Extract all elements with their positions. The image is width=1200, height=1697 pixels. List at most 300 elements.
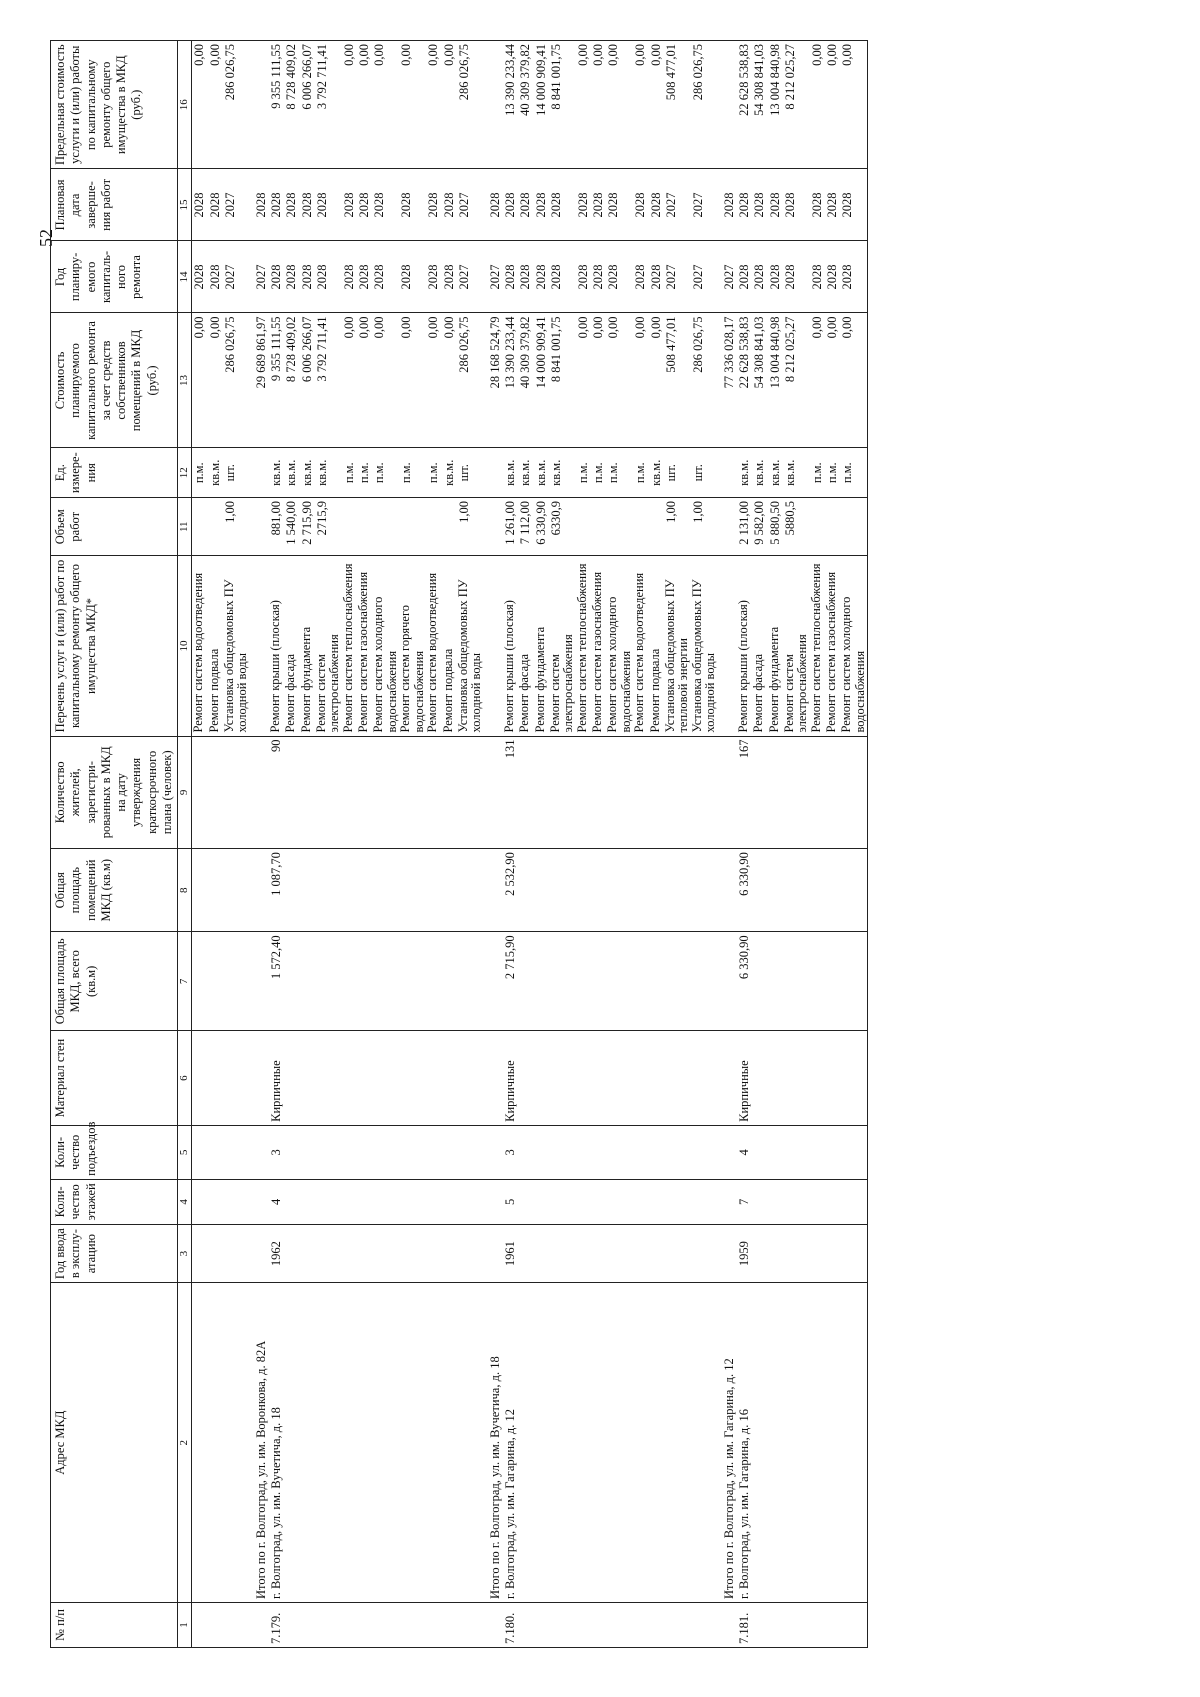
floors-cell: [250, 1179, 269, 1224]
volume-cell: 2 715,90: [300, 497, 315, 556]
row-number: [691, 1603, 718, 1648]
table-body: [192, 41, 868, 1648]
wall-material-cell: [752, 1031, 767, 1126]
end-date-cell: 2028: [576, 169, 591, 241]
total-area-cell: [442, 932, 457, 1031]
volume-cell: [484, 497, 503, 556]
limit-cost-cell: 9 355 111,55: [269, 41, 284, 169]
address-cell: [315, 1283, 342, 1603]
total-area-cell: [208, 932, 223, 1031]
repair-year-cell: 2028: [810, 241, 825, 313]
column-number: 16: [178, 41, 192, 169]
rooms-area-cell: [718, 849, 737, 932]
total-area-cell: [192, 932, 208, 1031]
volume-cell: [810, 497, 825, 556]
rooms-area-cell: [633, 849, 648, 932]
rooms-area-cell: [606, 849, 633, 932]
limit-cost-cell: 0,00: [208, 41, 223, 169]
rooms-area-cell: [518, 849, 533, 932]
address-cell: [810, 1283, 825, 1603]
cost-cell: 0,00: [840, 313, 868, 448]
row-number: [223, 1603, 250, 1648]
residents-cell: [534, 736, 549, 849]
total-area-cell: [484, 932, 503, 1031]
work-cell: Ремонт систем электроснабжения: [315, 556, 342, 736]
cost-cell: 0,00: [342, 313, 357, 448]
repair-year-cell: 2028: [534, 241, 549, 313]
residents-cell: [633, 736, 648, 849]
unit-cell: кв.м.: [534, 448, 549, 498]
row-number: [606, 1603, 633, 1648]
column-header: Объем работ: [51, 497, 178, 556]
column-header: Коли-чество этажей: [51, 1179, 178, 1224]
row-number: [399, 1603, 426, 1648]
end-date-cell: 2028: [752, 169, 767, 241]
floors-cell: 5: [503, 1179, 518, 1224]
row-number: [357, 1603, 372, 1648]
row-number: [576, 1603, 591, 1648]
row-number: 7.180.: [503, 1603, 518, 1648]
wall-material-cell: [426, 1031, 441, 1126]
floors-cell: [576, 1179, 591, 1224]
table-row: [342, 41, 357, 1648]
built-year-cell: [840, 1224, 868, 1283]
row-number: [840, 1603, 868, 1648]
floors-cell: [457, 1179, 484, 1224]
table-row: [649, 41, 664, 1648]
entrances-cell: [576, 1125, 591, 1179]
column-header: Год ввода в эксплу-атацию: [51, 1224, 178, 1283]
cost-cell: 77 336 028,17: [718, 313, 737, 448]
unit-cell: кв.м.: [768, 448, 783, 498]
volume-cell: [426, 497, 441, 556]
entrances-cell: [825, 1125, 840, 1179]
entrances-cell: [664, 1125, 691, 1179]
wall-material-cell: [250, 1031, 269, 1126]
repair-year-cell: 2028: [825, 241, 840, 313]
floors-cell: [825, 1179, 840, 1224]
work-cell: Установка общедомовых ПУ тепловой энергии: [664, 556, 691, 736]
work-cell: Установка общедомовых ПУ холодной воды: [457, 556, 484, 736]
work-cell: Ремонт систем теплоснабжения: [342, 556, 357, 736]
rooms-area-cell: [399, 849, 426, 932]
cost-cell: 0,00: [426, 313, 441, 448]
entrances-cell: [484, 1125, 503, 1179]
floors-cell: [223, 1179, 250, 1224]
cost-cell: 8 841 001,75: [549, 313, 576, 448]
repair-year-cell: 2028: [576, 241, 591, 313]
rooms-area-cell: [576, 849, 591, 932]
unit-cell: [718, 448, 737, 498]
residents-cell: [250, 736, 269, 849]
table-row: [518, 41, 533, 1648]
entrances-cell: [810, 1125, 825, 1179]
end-date-cell: 2028: [606, 169, 633, 241]
row-number: [649, 1603, 664, 1648]
table-row: [399, 41, 426, 1648]
table-row: [284, 41, 299, 1648]
floors-cell: [284, 1179, 299, 1224]
residents-cell: [664, 736, 691, 849]
repair-year-cell: 2028: [315, 241, 342, 313]
end-date-cell: 2028: [718, 169, 737, 241]
floors-cell: [752, 1179, 767, 1224]
total-area-cell: [315, 932, 342, 1031]
wall-material-cell: Кирпичные: [269, 1031, 284, 1126]
floors-cell: [372, 1179, 399, 1224]
wall-material-cell: [606, 1031, 633, 1126]
wall-material-cell: [691, 1031, 718, 1126]
repair-year-cell: 2028: [269, 241, 284, 313]
limit-cost-cell: 0,00: [840, 41, 868, 169]
limit-cost-cell: 8 841 001,75: [549, 41, 576, 169]
built-year-cell: 1959: [737, 1224, 752, 1283]
unit-cell: п.м.: [825, 448, 840, 498]
address-cell: [192, 1283, 208, 1603]
work-cell: Ремонт систем холодного водоснабжения: [840, 556, 868, 736]
cost-cell: 9 355 111,55: [269, 313, 284, 448]
limit-cost-cell: 286 026,75: [457, 41, 484, 169]
entrances-cell: [250, 1125, 269, 1179]
residents-cell: [342, 736, 357, 849]
total-area-cell: [357, 932, 372, 1031]
wall-material-cell: [768, 1031, 783, 1126]
work-cell: Ремонт фундамента: [534, 556, 549, 736]
address-cell: [518, 1283, 533, 1603]
end-date-cell: 2028: [633, 169, 648, 241]
wall-material-cell: [591, 1031, 606, 1126]
residents-cell: [752, 736, 767, 849]
cost-cell: 14 000 909,41: [534, 313, 549, 448]
table-row: [633, 41, 648, 1648]
column-header: Коли-чество подъездов: [51, 1125, 178, 1179]
column-header: Материал стен: [51, 1031, 178, 1126]
residents-cell: [357, 736, 372, 849]
wall-material-cell: [457, 1031, 484, 1126]
entrances-cell: [633, 1125, 648, 1179]
unit-cell: [484, 448, 503, 498]
built-year-cell: [649, 1224, 664, 1283]
built-year-cell: [591, 1224, 606, 1283]
end-date-cell: 2028: [372, 169, 399, 241]
built-year-cell: 1961: [503, 1224, 518, 1283]
total-row: [250, 41, 269, 1648]
work-cell: Ремонт систем холодного водоснабжения: [606, 556, 633, 736]
rooms-area-cell: [342, 849, 357, 932]
address-cell: [633, 1283, 648, 1603]
wall-material-cell: [783, 1031, 810, 1126]
end-date-cell: 2028: [250, 169, 269, 241]
capital-repair-table: [50, 40, 868, 1648]
cost-cell: 29 689 861,97: [250, 313, 269, 448]
work-cell: Ремонт фасада: [752, 556, 767, 736]
address-cell: [442, 1283, 457, 1603]
rooms-area-cell: [691, 849, 718, 932]
unit-cell: п.м.: [633, 448, 648, 498]
unit-cell: п.м.: [591, 448, 606, 498]
table-row: [549, 41, 576, 1648]
cost-cell: 286 026,75: [457, 313, 484, 448]
total-area-cell: [783, 932, 810, 1031]
rooms-area-cell: [840, 849, 868, 932]
end-date-cell: 2028: [484, 169, 503, 241]
residents-cell: [315, 736, 342, 849]
built-year-cell: [752, 1224, 767, 1283]
floors-cell: [649, 1179, 664, 1224]
residents-cell: 90: [269, 736, 284, 849]
wall-material-cell: [840, 1031, 868, 1126]
built-year-cell: [223, 1224, 250, 1283]
address-cell: [342, 1283, 357, 1603]
entrances-cell: [768, 1125, 783, 1179]
volume-cell: 2715,9: [315, 497, 342, 556]
limit-cost-cell: 6 006 266,07: [300, 41, 315, 169]
limit-cost-cell: 22 628 538,83: [737, 41, 752, 169]
limit-cost-cell: 3 792 711,41: [315, 41, 342, 169]
work-cell: [250, 556, 269, 736]
end-date-cell: 2028: [549, 169, 576, 241]
repair-year-cell: 2028: [518, 241, 533, 313]
address-cell: [426, 1283, 441, 1603]
address-cell: Итого по г. Волгоград, ул. им. Воронкова, д. 82А: [250, 1283, 269, 1603]
total-area-cell: 1 572,40: [269, 932, 284, 1031]
repair-year-cell: 2028: [342, 241, 357, 313]
row-number: [208, 1603, 223, 1648]
floors-cell: [534, 1179, 549, 1224]
residents-cell: [549, 736, 576, 849]
volume-cell: [840, 497, 868, 556]
rooms-area-cell: [664, 849, 691, 932]
volume-cell: [442, 497, 457, 556]
table-row: [768, 41, 783, 1648]
built-year-cell: [825, 1224, 840, 1283]
total-area-cell: [576, 932, 591, 1031]
floors-cell: [192, 1179, 208, 1224]
residents-cell: [300, 736, 315, 849]
volume-cell: [718, 497, 737, 556]
residents-cell: [606, 736, 633, 849]
total-area-cell: [399, 932, 426, 1031]
unit-cell: п.м.: [840, 448, 868, 498]
wall-material-cell: [399, 1031, 426, 1126]
residents-cell: [426, 736, 441, 849]
total-area-cell: [606, 932, 633, 1031]
floors-cell: [300, 1179, 315, 1224]
column-number: 8: [178, 849, 192, 932]
volume-cell: 5 880,50: [768, 497, 783, 556]
total-area-cell: [633, 932, 648, 1031]
column-number: 11: [178, 497, 192, 556]
total-row: [484, 41, 503, 1648]
row-number: [442, 1603, 457, 1648]
rooms-area-cell: [649, 849, 664, 932]
end-date-cell: 2028: [768, 169, 783, 241]
wall-material-cell: [342, 1031, 357, 1126]
rooms-area-cell: [534, 849, 549, 932]
floors-cell: [442, 1179, 457, 1224]
volume-cell: 1 261,00: [503, 497, 518, 556]
work-cell: Ремонт систем газоснабжения: [591, 556, 606, 736]
row-number: [300, 1603, 315, 1648]
cost-cell: 13 004 840,98: [768, 313, 783, 448]
column-header: № п/п: [51, 1603, 178, 1648]
work-cell: Ремонт систем водоотведения: [192, 556, 208, 736]
address-cell: [606, 1283, 633, 1603]
total-area-cell: [591, 932, 606, 1031]
wall-material-cell: Кирпичные: [737, 1031, 752, 1126]
column-number: 13: [178, 313, 192, 448]
residents-cell: [284, 736, 299, 849]
total-area-cell: [649, 932, 664, 1031]
rooms-area-cell: [442, 849, 457, 932]
cost-cell: 508 477,01: [664, 313, 691, 448]
volume-cell: [649, 497, 664, 556]
work-cell: Ремонт систем электроснабжения: [783, 556, 810, 736]
residents-cell: [825, 736, 840, 849]
volume-cell: [825, 497, 840, 556]
entrances-cell: [372, 1125, 399, 1179]
entrances-cell: [718, 1125, 737, 1179]
built-year-cell: [691, 1224, 718, 1283]
entrances-cell: [457, 1125, 484, 1179]
address-cell: Итого по г. Волгоград, ул. им. Гагарина, д. 12: [718, 1283, 737, 1603]
built-year-cell: [768, 1224, 783, 1283]
built-year-cell: [372, 1224, 399, 1283]
residents-cell: [691, 736, 718, 849]
total-area-cell: [840, 932, 868, 1031]
row-number: [783, 1603, 810, 1648]
repair-year-cell: 2028: [549, 241, 576, 313]
floors-cell: [342, 1179, 357, 1224]
built-year-cell: [357, 1224, 372, 1283]
limit-cost-cell: 0,00: [633, 41, 648, 169]
column-number: 12: [178, 448, 192, 498]
repair-year-cell: 2028: [208, 241, 223, 313]
volume-cell: [342, 497, 357, 556]
floors-cell: [549, 1179, 576, 1224]
residents-cell: [399, 736, 426, 849]
end-date-cell: 2028: [426, 169, 441, 241]
limit-cost-cell: 14 000 909,41: [534, 41, 549, 169]
table-row: [442, 41, 457, 1648]
volume-cell: [591, 497, 606, 556]
total-area-cell: [691, 932, 718, 1031]
limit-cost-cell: 13 390 233,44: [503, 41, 518, 169]
work-cell: Ремонт фундамента: [768, 556, 783, 736]
volume-cell: 1,00: [691, 497, 718, 556]
residents-cell: [768, 736, 783, 849]
end-date-cell: 2028: [534, 169, 549, 241]
built-year-cell: [342, 1224, 357, 1283]
wall-material-cell: [442, 1031, 457, 1126]
column-number: 4: [178, 1179, 192, 1224]
built-year-cell: [810, 1224, 825, 1283]
row-number: [718, 1603, 737, 1648]
rooms-area-cell: 1 087,70: [269, 849, 284, 932]
work-cell: Ремонт крыши (плоская): [503, 556, 518, 736]
row-number: [825, 1603, 840, 1648]
total-area-cell: [664, 932, 691, 1031]
table-row: [300, 41, 315, 1648]
repair-year-cell: 2028: [737, 241, 752, 313]
cost-cell: 0,00: [633, 313, 648, 448]
wall-material-cell: Кирпичные: [503, 1031, 518, 1126]
row-number: 7.181.: [737, 1603, 752, 1648]
table-row: [223, 41, 250, 1648]
cost-cell: 0,00: [372, 313, 399, 448]
unit-cell: п.м.: [357, 448, 372, 498]
unit-cell: п.м.: [606, 448, 633, 498]
work-cell: Ремонт фасада: [518, 556, 533, 736]
column-header: Количество жителей, зарегистри-рованных в МКД на дату утверждения краткосрочного плана (человек): [51, 736, 178, 849]
floors-cell: [768, 1179, 783, 1224]
unit-cell: кв.м.: [269, 448, 284, 498]
wall-material-cell: [372, 1031, 399, 1126]
work-cell: Ремонт систем газоснабжения: [357, 556, 372, 736]
total-area-cell: [457, 932, 484, 1031]
volume-cell: [576, 497, 591, 556]
address-cell: [284, 1283, 299, 1603]
limit-cost-cell: 0,00: [591, 41, 606, 169]
limit-cost-cell: 40 309 379,82: [518, 41, 533, 169]
table-row: [606, 41, 633, 1648]
wall-material-cell: [576, 1031, 591, 1126]
table-row: [457, 41, 484, 1648]
table-row: [372, 41, 399, 1648]
work-cell: Ремонт крыши (плоская): [737, 556, 752, 736]
floors-cell: [426, 1179, 441, 1224]
total-area-cell: [768, 932, 783, 1031]
wall-material-cell: [518, 1031, 533, 1126]
repair-year-cell: 2028: [192, 241, 208, 313]
rooms-area-cell: [549, 849, 576, 932]
entrances-cell: [649, 1125, 664, 1179]
rooms-area-cell: [315, 849, 342, 932]
total-area-cell: 6 330,90: [737, 932, 752, 1031]
limit-cost-cell: [718, 41, 737, 169]
work-cell: Ремонт фундамента: [300, 556, 315, 736]
floors-cell: [718, 1179, 737, 1224]
end-date-cell: 2028: [192, 169, 208, 241]
address-cell: [825, 1283, 840, 1603]
work-cell: [718, 556, 737, 736]
built-year-cell: [284, 1224, 299, 1283]
rooms-area-cell: [192, 849, 208, 932]
end-date-cell: 2027: [664, 169, 691, 241]
residents-cell: [783, 736, 810, 849]
total-area-cell: [825, 932, 840, 1031]
wall-material-cell: [284, 1031, 299, 1126]
built-year-cell: [192, 1224, 208, 1283]
wall-material-cell: [549, 1031, 576, 1126]
volume-cell: [606, 497, 633, 556]
rooms-area-cell: [208, 849, 223, 932]
row-number: [250, 1603, 269, 1648]
address-cell: [457, 1283, 484, 1603]
floors-cell: [606, 1179, 633, 1224]
unit-cell: п.м.: [810, 448, 825, 498]
limit-cost-cell: 0,00: [825, 41, 840, 169]
repair-year-cell: 2028: [840, 241, 868, 313]
end-date-cell: 2028: [442, 169, 457, 241]
address-cell: [783, 1283, 810, 1603]
address-cell: г. Волгоград, ул. им. Гагарина, д. 16: [737, 1283, 752, 1603]
total-area-cell: 2 715,90: [503, 932, 518, 1031]
repair-year-cell: 2028: [426, 241, 441, 313]
total-area-cell: [518, 932, 533, 1031]
entrances-cell: [357, 1125, 372, 1179]
repair-year-cell: 2027: [664, 241, 691, 313]
